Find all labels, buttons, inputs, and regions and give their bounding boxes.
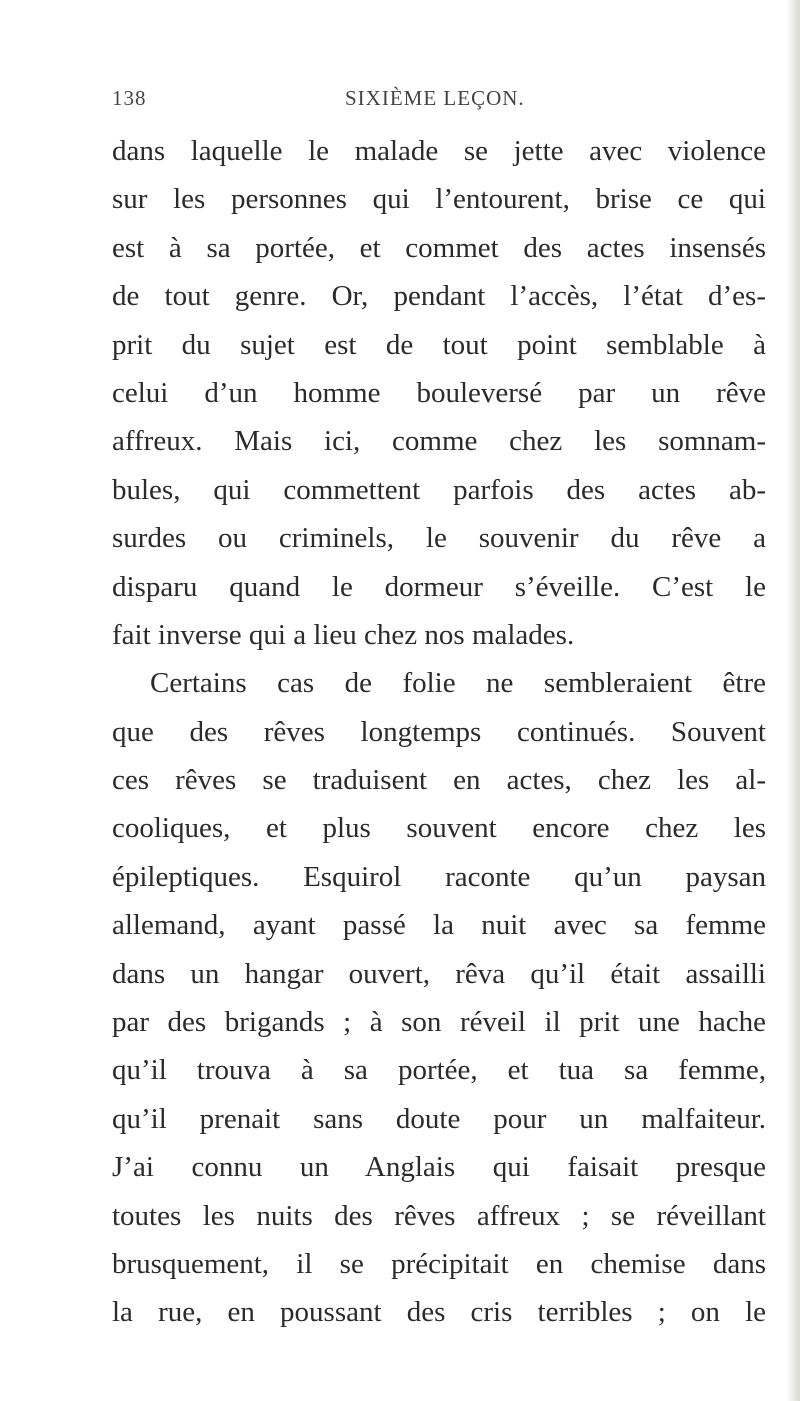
text-line: disparu quand le dormeur s’éveille. C’est le bbox=[112, 570, 766, 603]
text-line: cooliques, et plus souvent encore chez les bbox=[112, 812, 766, 845]
running-head bbox=[112, 86, 532, 114]
text-line: ces rêves se traduisent en actes, chez les al- bbox=[112, 764, 766, 797]
text-line: surdes ou criminels, le souvenir du rêve a bbox=[112, 522, 766, 555]
page-number: 138 bbox=[112, 86, 147, 110]
text-line: dans laquelle le malade se jette avec violence bbox=[112, 135, 766, 167]
text-line: allemand, ayant passé la nuit avec sa femme bbox=[112, 909, 766, 942]
text-line: est à sa portée, et commet des actes insensés bbox=[112, 231, 766, 264]
text-line: celui d’un homme bouleversé par un rêve bbox=[112, 376, 766, 409]
text-line: qu’il prenait sans doute pour un malfaiteur. bbox=[112, 1102, 766, 1135]
text-line: J’ai connu un Anglais qui faisait presque bbox=[112, 1151, 766, 1184]
text-line: toutes les nuits des rêves affreux ; se réveillant bbox=[112, 1199, 766, 1232]
text-line: prit du sujet est de tout point semblable à bbox=[112, 328, 766, 361]
text-line: par des brigands ; à son réveil il prit une hache bbox=[112, 1006, 766, 1039]
page-edge-shadow bbox=[786, 0, 800, 1401]
text-line: affreux. Mais ici, comme chez les somnam- bbox=[112, 425, 766, 458]
body-text bbox=[112, 127, 766, 1337]
text-line: bules, qui commettent parfois des actes ab- bbox=[112, 473, 766, 506]
text-line: la rue, en poussant des cris terribles ; on le bbox=[112, 1296, 766, 1329]
text-line: dans un hangar ouvert, rêva qu’il était assailli bbox=[112, 957, 766, 990]
text-line: sur les personnes qui l’entourent, brise ce qui bbox=[112, 183, 766, 216]
text-line: fait inverse qui a lieu chez nos malades. bbox=[112, 618, 575, 651]
chapter-title: SIXIÈME LEÇON. bbox=[345, 86, 525, 110]
text-line: Certains cas de folie ne sembleraient être bbox=[150, 667, 766, 700]
text-line: épileptiques. Esquirol raconte qu’un paysan bbox=[112, 860, 766, 893]
text-line: brusquement, il se précipitait en chemise dans bbox=[112, 1247, 766, 1280]
text-line: qu’il trouva à sa portée, et tua sa femme, bbox=[112, 1054, 766, 1087]
text-line: de tout genre. Or, pendant l’accès, l’état d’es- bbox=[112, 280, 766, 313]
text-line: que des rêves longtemps continués. Souvent bbox=[112, 715, 766, 748]
